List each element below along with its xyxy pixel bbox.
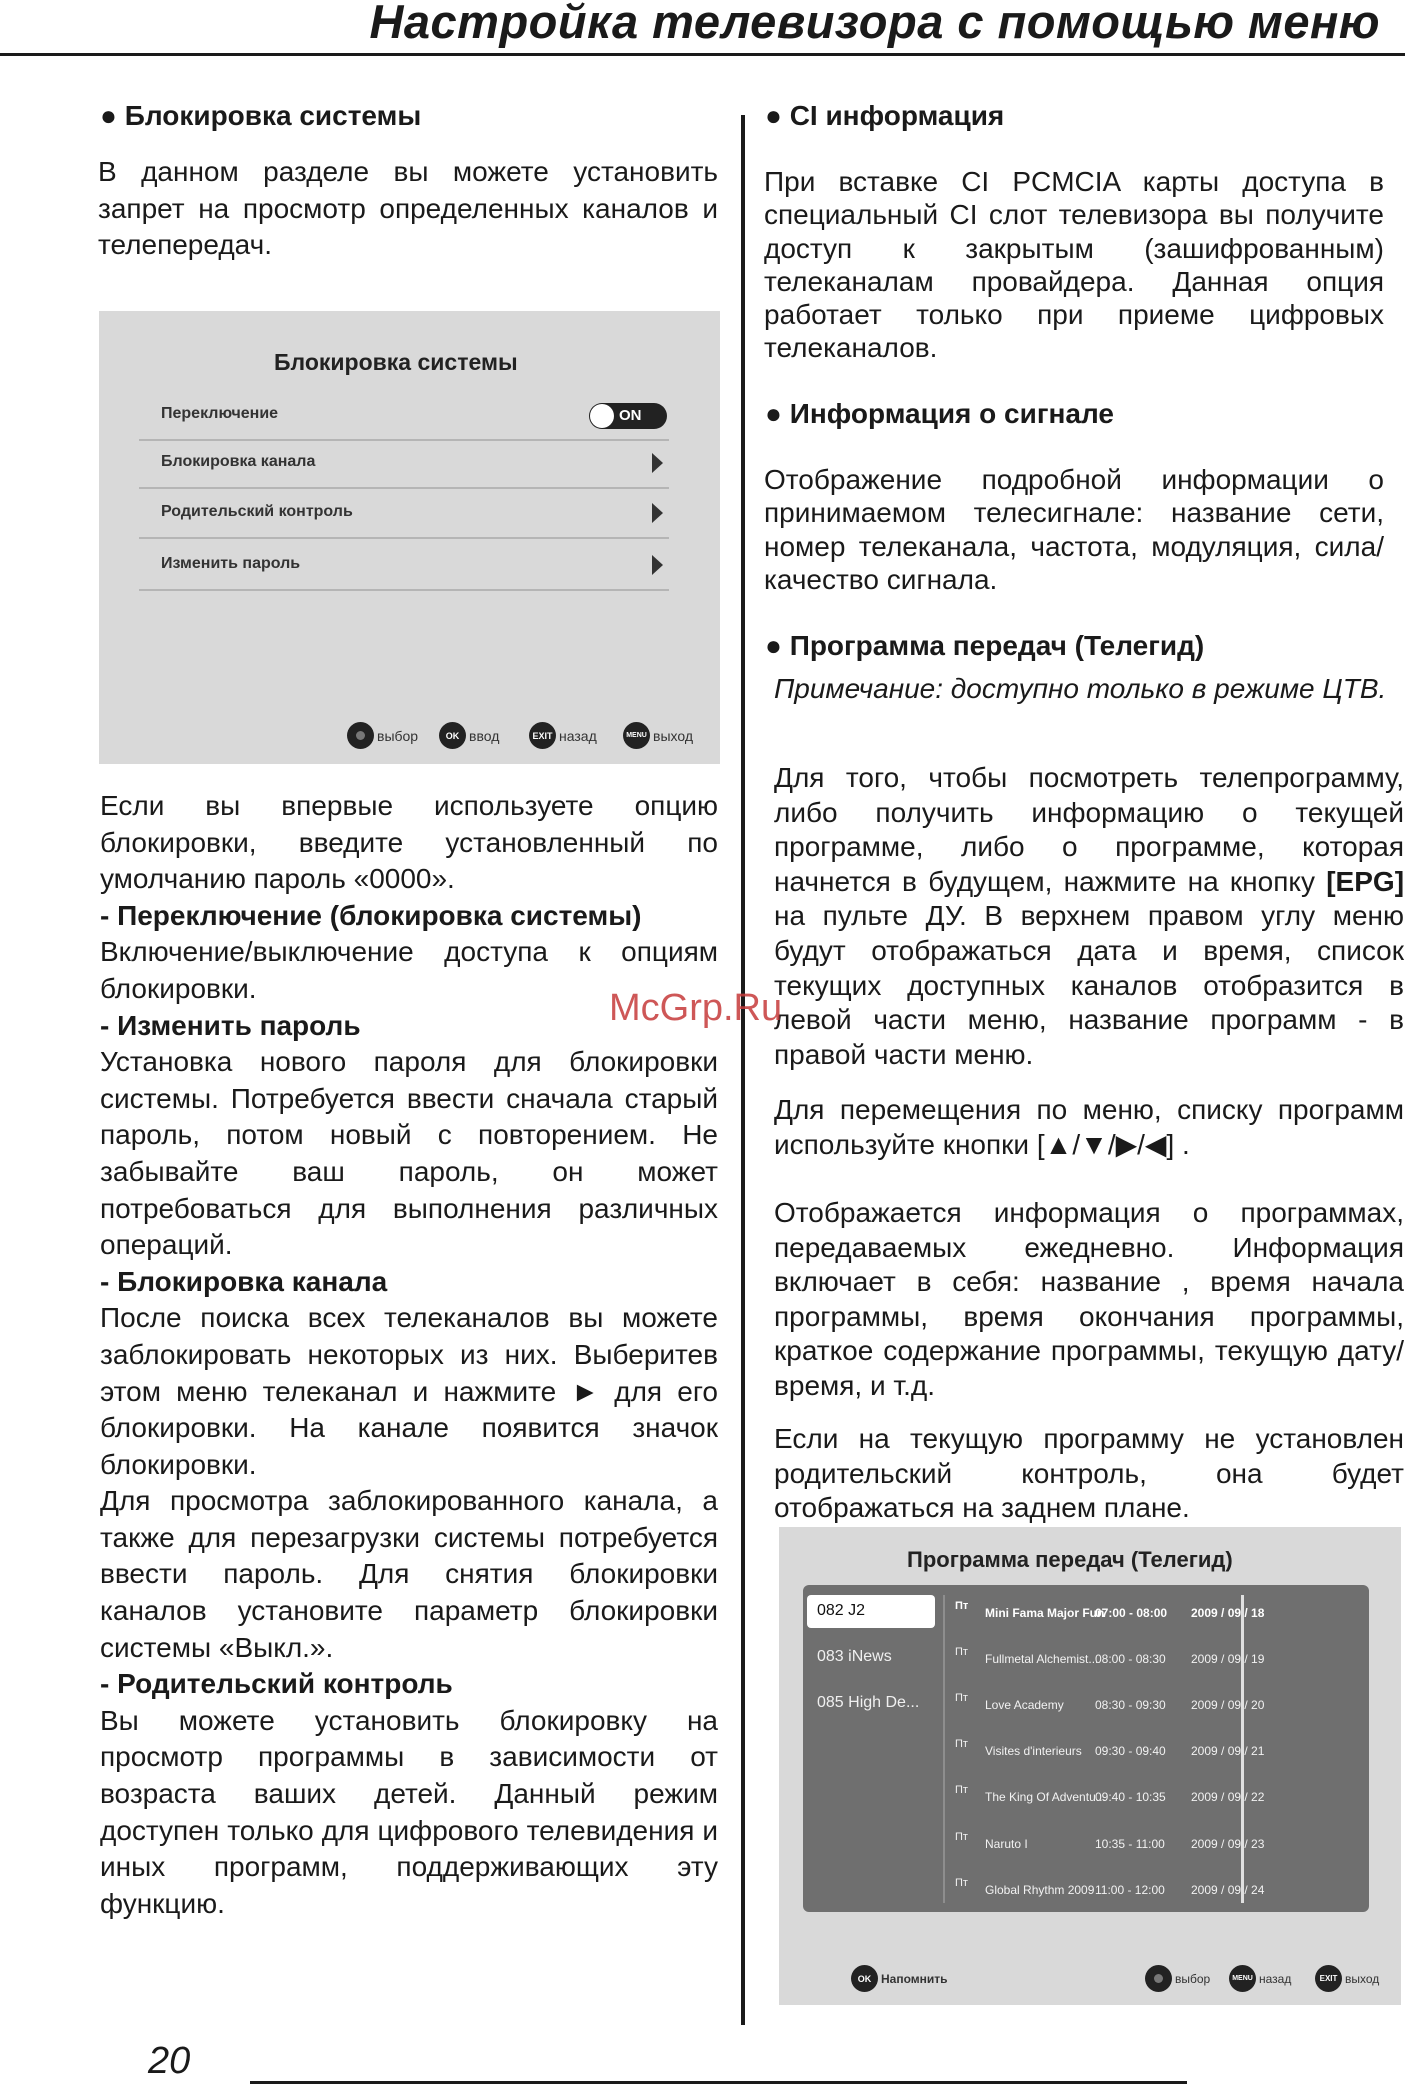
menu-button-icon: MENU	[1229, 1965, 1256, 1992]
epg-paragraph-2: Для перемещения по меню, списку программ используйте кнопки [▲/▼/▶/◀] .	[774, 1094, 1404, 1160]
password-heading: - Изменить пароль	[100, 1009, 361, 1041]
parental-text: Вы можете установить блокировку на просмотр программы в зависимости от возраста ваших детей. Данный режим доступен только для цифрового телевидения и иных программ, поддерживающих эту функцию.	[100, 1704, 718, 1919]
hint-label: назад	[1259, 1971, 1292, 1986]
hint-label: выход	[1345, 1971, 1380, 1986]
switch-text: Включение/выключение доступа к опциям блокировки.	[100, 936, 718, 1004]
epg-key: [EPG]	[1326, 865, 1405, 897]
hint-label: выход	[653, 727, 693, 744]
toggle-knob	[590, 404, 614, 428]
ci-text: При вставке CI PCMCIA карты доступа в специальный CI слот телевизора вы получите доступ к закрытым (зашифрованным) телеканалам провайдера. Данная опция работает только при приеме цифровых телеканалов.	[764, 166, 1384, 364]
chevron-right-icon	[652, 555, 663, 575]
menu-row-change-password[interactable]	[139, 541, 669, 591]
hint-back	[529, 722, 597, 749]
menu-row-channel-lock[interactable]	[139, 439, 669, 489]
hint-label: назад	[559, 727, 597, 744]
channel-item[interactable]: 083 iNews	[817, 1648, 892, 1665]
menu-row-label: Блокировка канала	[161, 453, 316, 470]
chevron-right-icon	[652, 503, 663, 523]
hint-label: выбор	[377, 727, 419, 744]
page-title: Настройка телевизора с помощью меню	[369, 0, 1380, 48]
hint-select	[1145, 1965, 1210, 1992]
menu-row-label: Изменить пароль	[161, 555, 301, 572]
hint-select	[347, 722, 418, 749]
exit-button-icon: EXIT	[529, 722, 556, 749]
password-text: Установка нового пароля для блокировки системы. Потребуется ввести сначала старый пароль, потом новый с повторением. Не забывайте ваш пароль, он может потребоваться для выполнения различных операций.	[100, 1046, 718, 1261]
ok-button-icon: OK	[439, 722, 466, 749]
first-use-text: Если вы впервые используете опцию блокировки, введите установленный по умолчанию пароль «0000».	[100, 790, 718, 895]
epg-note: Примечание: доступно только в режиме ЦТВ.	[774, 673, 1387, 704]
program-row[interactable]: Пт Naruto I 10:35 - 11:00 2009 / 09 / 23	[955, 1831, 1265, 1851]
section-heading-signal: ● Информация о сигнале	[765, 398, 1114, 429]
parental-heading: - Родительский контроль	[100, 1668, 453, 1700]
title-rule	[0, 53, 1405, 56]
menu-row-parental-control[interactable]	[139, 489, 669, 539]
lock-menu-screen	[99, 311, 720, 764]
lock-toggle[interactable]	[589, 403, 667, 429]
hint-label: Напомнить	[881, 1971, 948, 1986]
hint-exit	[1315, 1965, 1379, 1992]
menu-row-label: Родительский контроль	[161, 503, 353, 520]
watermark: McGrp.Ru	[609, 987, 783, 1029]
channel-item[interactable]: 082 J2	[807, 1595, 935, 1628]
hint-back	[1229, 1965, 1291, 1992]
hint-remind	[851, 1965, 948, 1992]
program-row[interactable]: Пт Global Rhythm 2009 11:00 - 12:00 2009 / 09 / 24	[955, 1877, 1265, 1897]
program-row[interactable]: Пт Love Academy 08:30 - 09:30 2009 / 09 / 20	[955, 1692, 1265, 1712]
hint-label: выбор	[1175, 1971, 1211, 1986]
program-row[interactable]: Пт Mini Fama Major Fun 07:00 - 08:00 2009 / 09 / 18	[955, 1600, 1265, 1620]
channel-lock-heading: - Блокировка канала	[100, 1265, 388, 1297]
hint-enter	[439, 722, 499, 749]
program-row[interactable]: Пт Visites d'interieurs 09:30 - 09:40 2009 / 09 / 21	[955, 1738, 1265, 1758]
epg-paragraph-4: Если на текущую программу не установлен родительский контроль, она будет отображаться на заднем плане.	[774, 1423, 1404, 1524]
menu-button-icon: MENU	[623, 722, 650, 749]
dpad-icon	[347, 722, 374, 749]
hint-label: ввод	[469, 727, 500, 744]
program-row[interactable]: Пт Fullmetal Alchemist... 08:00 - 08:30 2009 / 09 / 19	[955, 1646, 1265, 1666]
page-number: 20	[148, 2040, 191, 2082]
channel-lock-text-1: После поиска всех телеканалов вы можете заблокировать некоторых из них. Выберитев этом меню телеканал и нажмите ► для его блокировки. На канале появится значок блокировки.	[100, 1302, 718, 1480]
epg-panel	[803, 1585, 1369, 1912]
epg-screen-title: Программа передач (Телегид)	[907, 1547, 1233, 1572]
menu-row-switch[interactable]	[139, 391, 669, 441]
epg-screen	[779, 1527, 1401, 2005]
section-heading-ci: ● CI информация	[765, 100, 1005, 131]
chevron-right-icon	[652, 453, 663, 473]
switch-heading: - Переключение (блокировка системы)	[100, 899, 642, 931]
column-divider	[741, 115, 745, 2025]
toggle-state: ON	[619, 407, 642, 424]
section-heading-epg: ● Программа передач (Телегид)	[765, 630, 1205, 661]
ok-button-icon: OK	[851, 1965, 878, 1992]
exit-button-icon: EXIT	[1315, 1965, 1342, 1992]
left-body	[100, 788, 718, 1922]
epg-p1-after: на пульте ДУ. В верхнем правом углу меню будут отображаться дата и время, список текущих доступных каналов отобразится в левой части меню, название программ - в правой части меню.	[774, 900, 1404, 1070]
footer-rule	[250, 2081, 1187, 2084]
panel-divider	[943, 1595, 945, 1903]
lock-menu-title: Блокировка системы	[274, 349, 518, 375]
signal-text: Отображение подробной информации о принимаемом телесигнале: название сети, номер телеканала, частота, модуляция, сила/качество сигнала.	[764, 464, 1384, 595]
program-row[interactable]: Пт The King Of Adventu... 09:40 - 10:35 2009 / 09 / 22	[955, 1784, 1265, 1804]
dpad-icon	[1145, 1965, 1172, 1992]
channel-item[interactable]: 085 High De...	[817, 1694, 920, 1711]
section-heading-system-lock: ● Блокировка системы	[100, 100, 422, 131]
hint-exit	[623, 722, 693, 749]
channel-lock-text-2: Для просмотра заблокированного канала, а также для перезагрузки системы потребуется ввести пароль. Для снятия блокировки каналов установите параметр блокировки системы «Выкл.».	[100, 1485, 718, 1663]
epg-paragraph-1	[774, 761, 1404, 1072]
menu-row-label: Переключение	[161, 405, 279, 422]
epg-paragraph-3: Отображается информация о программах, передаваемых ежедневно. Информация включает в себя: название , время начала программы, время окончания программы, краткое содержание программы, текущую дату/время, и т.д.	[774, 1197, 1404, 1401]
epg-p1-before: Для того, чтобы посмотреть телепрограмму, либо получить информацию о текущей программе, либо о программе, которая начнется в будущем, нажмите на кнопку	[774, 762, 1404, 897]
system-lock-intro: В данном разделе вы можете установить запрет на просмотр определенных каналов и телепередач.	[98, 156, 718, 261]
